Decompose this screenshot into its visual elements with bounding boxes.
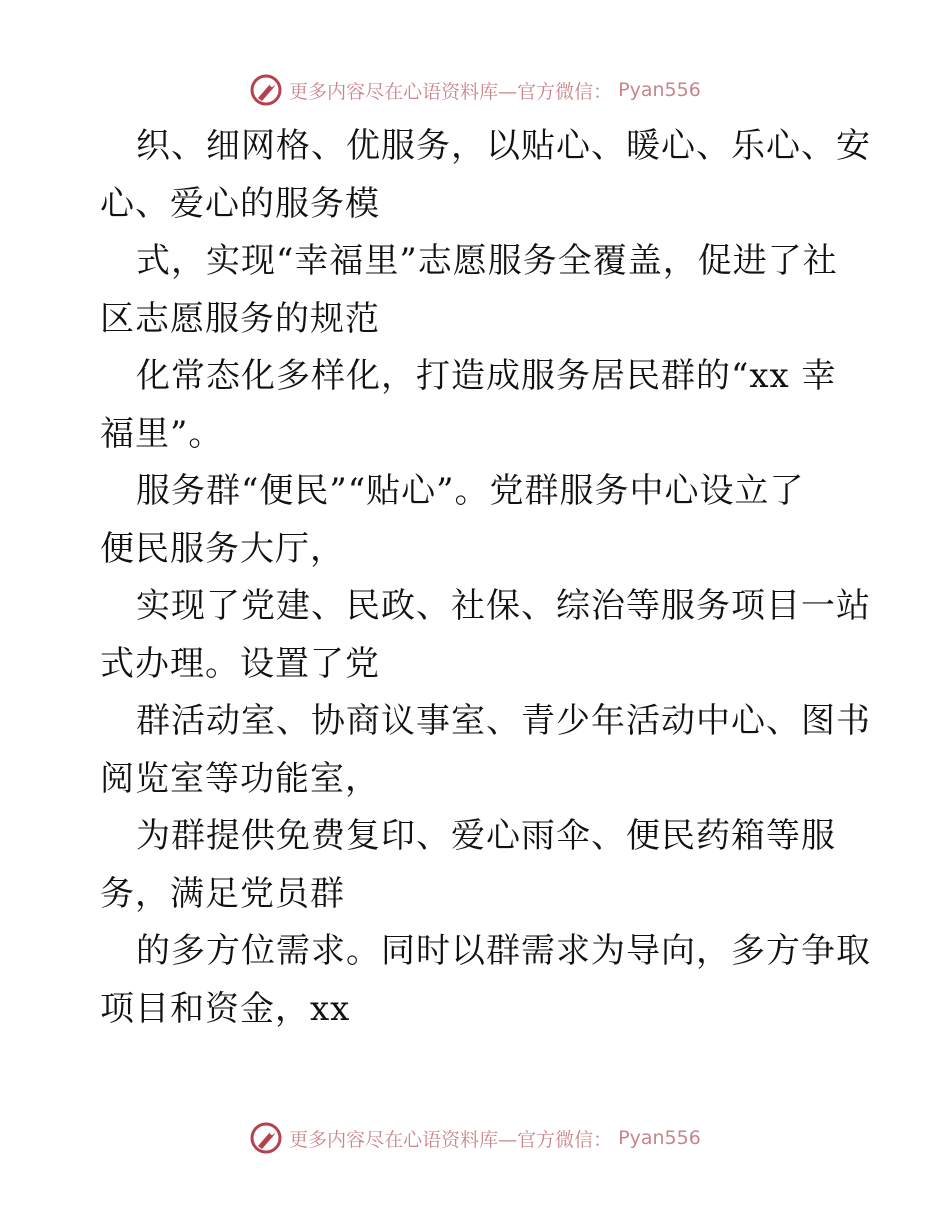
text-line: 福里”。 bbox=[100, 413, 224, 454]
text-line: 区志愿服务的规范 bbox=[100, 298, 380, 339]
text-line: 项目和资金，xx bbox=[100, 988, 351, 1029]
text-line: 阅览室等功能室， bbox=[100, 758, 380, 799]
banner-text: 更多内容尽在心语资料库—官方微信： bbox=[289, 1128, 613, 1151]
text-line: 务，满足党员群 bbox=[100, 873, 345, 914]
document-body bbox=[100, 118, 871, 1038]
text-line: 式办理。设置了党 bbox=[100, 643, 380, 684]
text-line: 群活动室、协商议事室、青少年活动中心、图书 bbox=[136, 701, 871, 741]
header-banner bbox=[0, 70, 950, 110]
text-line: 式，实现“幸福里”志愿服务全覆盖，促进了社 bbox=[136, 241, 838, 281]
text-line: 的多方位需求。同时以群需求为导向，多方争取 bbox=[136, 931, 871, 971]
text-line: 化常态化多样化，打造成服务居民群的“xx 幸 bbox=[136, 356, 837, 396]
text-line: 为群提供免费复印、爱心雨伞、便民药箱等服 bbox=[136, 816, 836, 856]
text-line: 心、爱心的服务模 bbox=[100, 183, 380, 224]
text-line: 织、细网格、优服务，以贴心、暖心、乐心、安 bbox=[136, 126, 871, 166]
text-line: 服务群“便民”“贴心”。党群服务中心设立了 bbox=[136, 471, 805, 511]
pen-nib-logo-icon bbox=[249, 1121, 283, 1155]
footer-banner bbox=[0, 1118, 950, 1158]
pen-nib-logo-icon bbox=[249, 73, 283, 107]
banner-wechat-id: Pyan556 bbox=[618, 1127, 701, 1149]
text-line: 实现了党建、民政、社保、综治等服务项目一站 bbox=[136, 586, 871, 626]
text-line: 便民服务大厅， bbox=[100, 528, 345, 569]
banner-wechat-id: Pyan556 bbox=[618, 79, 701, 101]
banner-text: 更多内容尽在心语资料库—官方微信： bbox=[289, 80, 613, 103]
